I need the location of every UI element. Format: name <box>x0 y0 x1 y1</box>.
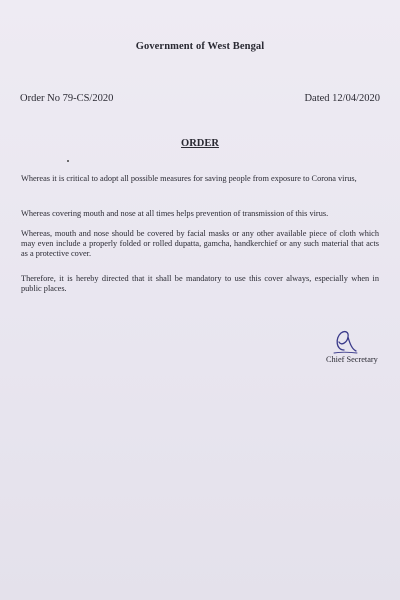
paragraph-3: Whereas, mouth and nose should be covered by facial masks or any other available piece of cloth which may even include a properly folded or rolled dupatta, gamcha, handkerchief or any such material that acts as a protective cover. <box>21 229 379 258</box>
paragraph-4: Therefore, it is hereby directed that it shall be mandatory to use this cover always, especially when in public places. <box>21 274 379 293</box>
stray-dot-mark <box>67 160 69 162</box>
government-title: Government of West Bengal <box>135 41 265 52</box>
order-date: Dated 12/04/2020 <box>304 93 380 104</box>
order-heading: ORDER <box>181 138 219 149</box>
paragraph-1: Whereas it is critical to adopt all possible measures for saving people from exposure to Corona virus, <box>21 174 357 183</box>
paragraph-2: Whereas covering mouth and nose at all times helps prevention of transmission of this virus. <box>21 209 329 218</box>
signature-icon <box>330 324 360 358</box>
signatory-designation: Chief Secretary <box>326 355 378 364</box>
order-number: Order No 79-CS/2020 <box>20 93 114 104</box>
